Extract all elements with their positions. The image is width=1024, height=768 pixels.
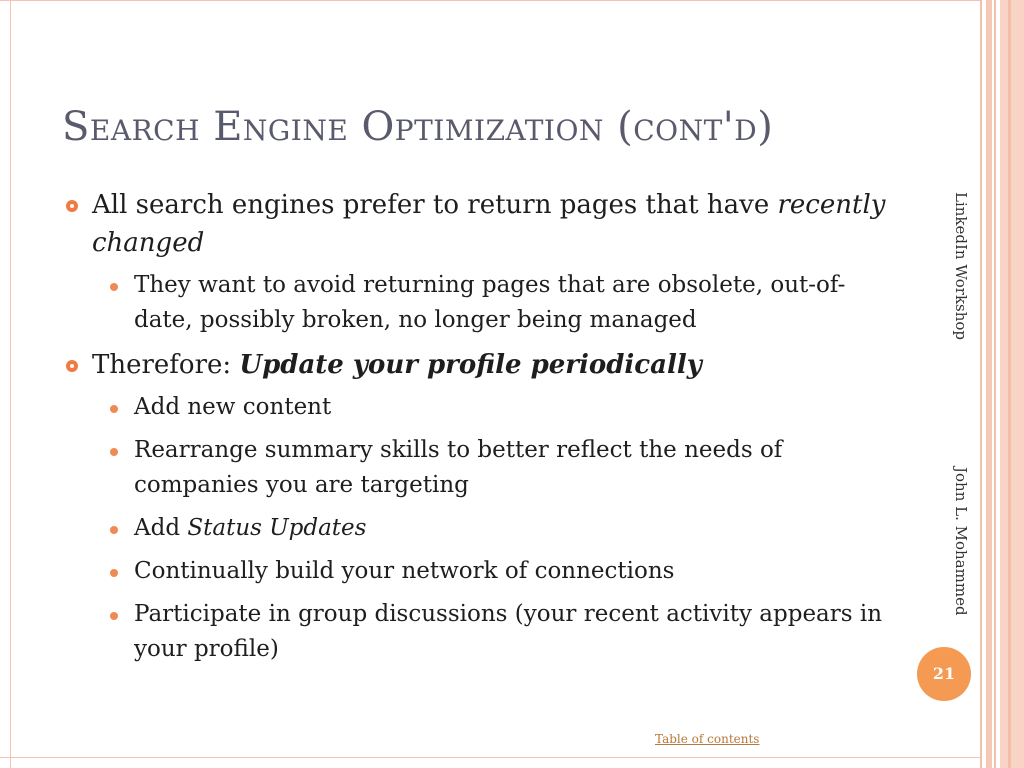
bullet-emphasis: Update your profile periodically [239,350,702,380]
bullet-level2 [66,597,886,667]
right-stripe [980,0,982,768]
dot-bullet-icon [110,612,118,620]
sub-bullet-emphasis: Status Updates [187,515,367,541]
side-label-author: John L. Mohammed [952,467,970,616]
bullet-emphasis: recently changed [92,190,886,258]
bullet-text: Therefore: [92,350,240,380]
frame-top-line [0,0,980,1]
table-of-contents-link[interactable]: Table of contents [655,732,760,746]
dot-bullet-icon [110,405,118,413]
sub-bullet-text: Add new content [134,394,332,420]
dot-bullet-icon [110,283,118,291]
right-stripe [1008,0,1011,768]
right-stripe [986,0,992,768]
slide-title: Search Engine Optimization (cont'd) [62,104,774,150]
dot-bullet-icon [110,526,118,534]
sub-bullet-text: Participate in group discussions (your recent activity appears in your profile) [134,601,883,662]
dot-bullet-icon [110,448,118,456]
circle-bullet-icon [66,200,78,212]
right-stripe [994,0,996,768]
sub-bullet-text: Rearrange summary skills to better reflect the needs of companies you are targeting [134,437,783,498]
bullet-level1 [66,346,886,384]
circle-bullet-icon [66,360,78,372]
bullet-level2 [66,390,886,425]
frame-bottom-line [0,757,980,758]
sub-bullet-text: Continually build your network of connections [134,558,675,584]
sub-bullet-text: Add [134,515,188,541]
side-label-workshop: LinkedIn Workshop [952,192,970,341]
slide-body [66,186,886,675]
bullet-level2 [66,554,886,589]
bullet-level1 [66,186,886,262]
bullet-level2 [66,433,886,503]
dot-bullet-icon [110,569,118,577]
sub-bullet-text: They want to avoid returning pages that are obsolete, out-of-date, possibly broken, no longer being managed [134,272,846,333]
page-number-badge: 21 [917,647,971,701]
frame-left-line [10,0,11,768]
right-stripe [1000,0,1024,768]
bullet-level2 [66,511,886,546]
bullet-text: All search engines prefer to return pages that have [92,190,778,220]
bullet-level2 [66,268,886,338]
